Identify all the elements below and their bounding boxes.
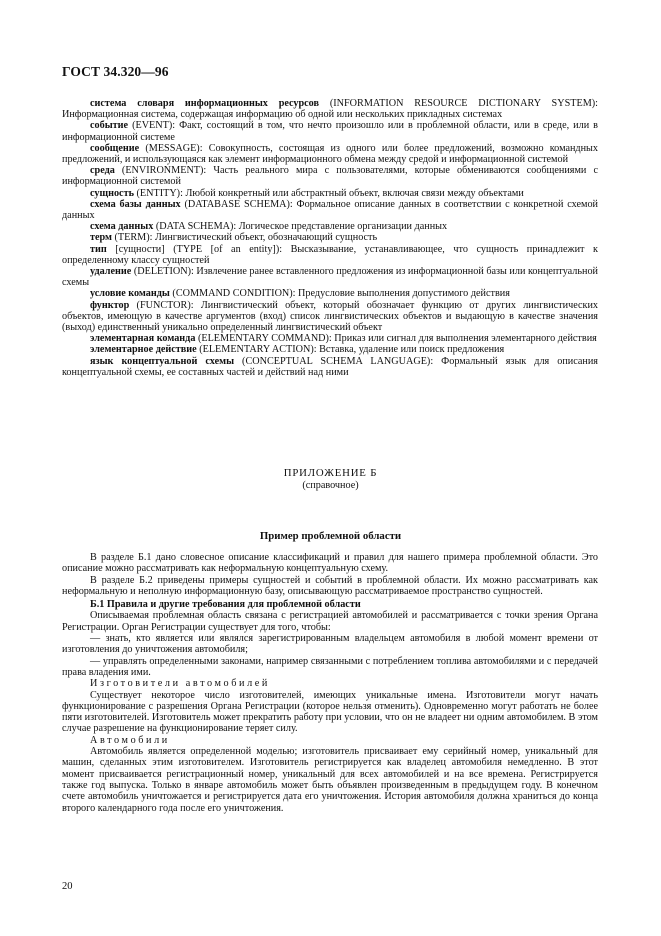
definition-text: (COMMAND CONDITION): Предусловие выполнения допустимого действия xyxy=(169,288,510,300)
definition-term: схема данных xyxy=(90,221,154,233)
definition-term: система словаря информационных ресурсов xyxy=(90,98,320,109)
list-item: — знать, кто является или являлся зарегистрированным владельцем автомобиля в любой момент времени от изготовления до уничтожения автомобиля; xyxy=(62,633,598,656)
definition-text: (ELEMENTARY COMMAND): Приказ или сигнал для выполнения элементарного действия xyxy=(195,333,597,345)
definition-item xyxy=(62,98,598,120)
paragraph: В разделе Б.2 приведены примеры сущностей и событий в проблемной области. Их можно рассматривать как неформальную и неполную информационную базу, описывающую рассматриваемое пространство сущностей. xyxy=(62,574,598,597)
definition-term: элементарная команда xyxy=(90,333,196,345)
definition-text: (DATABASE SCHEMA): Формальное описание данных в соответствии с конкретной схемой данных xyxy=(62,198,599,222)
definition-item xyxy=(62,333,598,344)
definition-text: (DATA SCHEMA): Логическое представление организации данных xyxy=(153,221,448,233)
definition-term: схема базы данных xyxy=(90,198,181,210)
definition-item xyxy=(62,288,598,299)
definition-term: событие xyxy=(90,120,129,132)
definition-item xyxy=(62,221,598,232)
definition-text: (TERM): Лингвистический объект, обозначающий сущность xyxy=(111,232,378,244)
definition-term: сообщение xyxy=(90,142,140,154)
definition-text: (FUNCTOR): Лингвистический объект, который обозначает функцию от других лингвистических объектов, имеющую в качестве аргументов (вход) список лингвистических объектов и выдающую в качестве значения (выход) единственный уникально определенный лингвистический объект xyxy=(62,299,598,334)
appendix-subtitle: (справочное) xyxy=(302,480,359,491)
paragraph: Существует некоторое число изготовителей, имеющих уникальные имена. Изготовители могут начать функционирование с разрешения Органа Регистрации (которое нельзя отменить). Одновременно могут работать не более пяти изготовителей. Изготовитель может прекратить работу при условии, что он не владеет ни одним автомобилем. В этом случае разрешение на функционирование теряет силу. xyxy=(62,689,598,735)
definition-term: язык концептуальной схемы xyxy=(90,355,235,367)
definition-item xyxy=(62,165,598,187)
paragraph: Автомобиль является определенной моделью; изготовитель присваивает ему серийный номер, уникальный для машин, сделанных этим изготовителем. Изготовитель регистрируется как владелец автомобиля немедленно. В этот момент присваивается регистрационный номер, уникальный для всех автомобилей и на все времена. Регистрируется также год выпуска. Только в январе автомобиль может быть объявлен произведенным в предыдущем году. В конечном счете автомобиль уничтожается и регистрируется дата его уничтожения. История автомобиля должна храниться до конца второго календарного года после его уничтожения. xyxy=(62,746,598,814)
cars-heading: Автомобили xyxy=(90,734,170,746)
definition-term: терм xyxy=(90,232,112,244)
definition-text: (DELETION): Извлечение ранее вставленного предложения из информационной базы или концептуальной схемы xyxy=(62,266,598,289)
definition-text: [сущности] (TYPE [of an entity]): Высказывание, устанавливающее, что сущность принадлежит к определенному классу сущностей xyxy=(62,243,598,266)
definition-text: (INFORMATION RESOURCE DICTIONARY SYSTEM): Информационная система, содержащая информацию об одной или нескольких прикладных системах xyxy=(62,98,598,121)
page-number: 20 xyxy=(62,881,73,892)
definition-term: условие команды xyxy=(90,288,170,300)
list-item: — управлять определенными законами, например связанными с потреблением топлива автомобилями и с передачей права владения ими. xyxy=(62,655,598,678)
definition-text: (EVENT): Факт, состоящий в том, что нечто произошло или в проблемной области, или в среде, или в информационной системе xyxy=(62,120,598,143)
definition-item xyxy=(62,344,598,355)
definition-term: тип xyxy=(90,243,107,255)
definition-item xyxy=(62,356,598,378)
definition-text: (MESSAGE): Совокупность, состоящая из одного или более предложений, возможно командных предложений, и использующаяся как элемент информационного обмена между средой и информационной системой xyxy=(62,142,598,166)
definition-item xyxy=(62,266,598,288)
manufacturers-heading: Изготовители автомобилей xyxy=(90,678,270,690)
definition-text: (ENVIRONMENT): Часть реального мира с пользователями, которые обмениваются сообщениями с информационной системой xyxy=(62,165,598,188)
definition-text: (ENTITY): Любой конкретный или абстрактный объект, включая связи между объектами xyxy=(133,187,524,199)
definition-item xyxy=(62,120,598,142)
appendix-heading: Пример проблемной области xyxy=(259,530,402,542)
definition-term: элементарное действие xyxy=(90,344,197,356)
definition-text: (CONCEPTUAL SCHEMA LANGUAGE): Формальный язык для описания концептуальной схемы, ее составных частей и действий над ними xyxy=(62,355,598,378)
document-header: ГОСТ 34.320—96 xyxy=(62,64,169,79)
paragraph: В разделе Б.1 дано словесное описание классификаций и правил для нашего примера проблемной области. Это описание можно рассматривать как неформальную концептуальную схему. xyxy=(62,552,598,575)
definition-term: среда xyxy=(90,165,115,177)
definition-item xyxy=(62,244,598,266)
definitions-list xyxy=(62,98,598,378)
definition-term: удаление xyxy=(90,266,132,278)
definition-item xyxy=(62,300,598,334)
definition-item xyxy=(62,188,598,199)
appendix-body xyxy=(62,552,598,814)
paragraph: Описываемая проблемная область связана с регистрацией автомобилей и рассматривается с точки зрения Органа Регистрации. Орган Регистрации существует для того, чтобы: xyxy=(62,610,598,633)
definition-term: сущность xyxy=(90,187,134,199)
definition-term: функтор xyxy=(90,299,130,311)
definition-item xyxy=(62,143,598,165)
definition-text: (ELEMENTARY ACTION): Вставка, удаление или поиск предложения xyxy=(196,344,505,356)
definition-item xyxy=(62,199,598,221)
section-b1-heading: Б.1 Правила и другие требования для проблемной области xyxy=(90,599,361,611)
appendix-title: ПРИЛОЖЕНИЕ Б xyxy=(283,467,378,479)
definition-item xyxy=(62,232,598,243)
